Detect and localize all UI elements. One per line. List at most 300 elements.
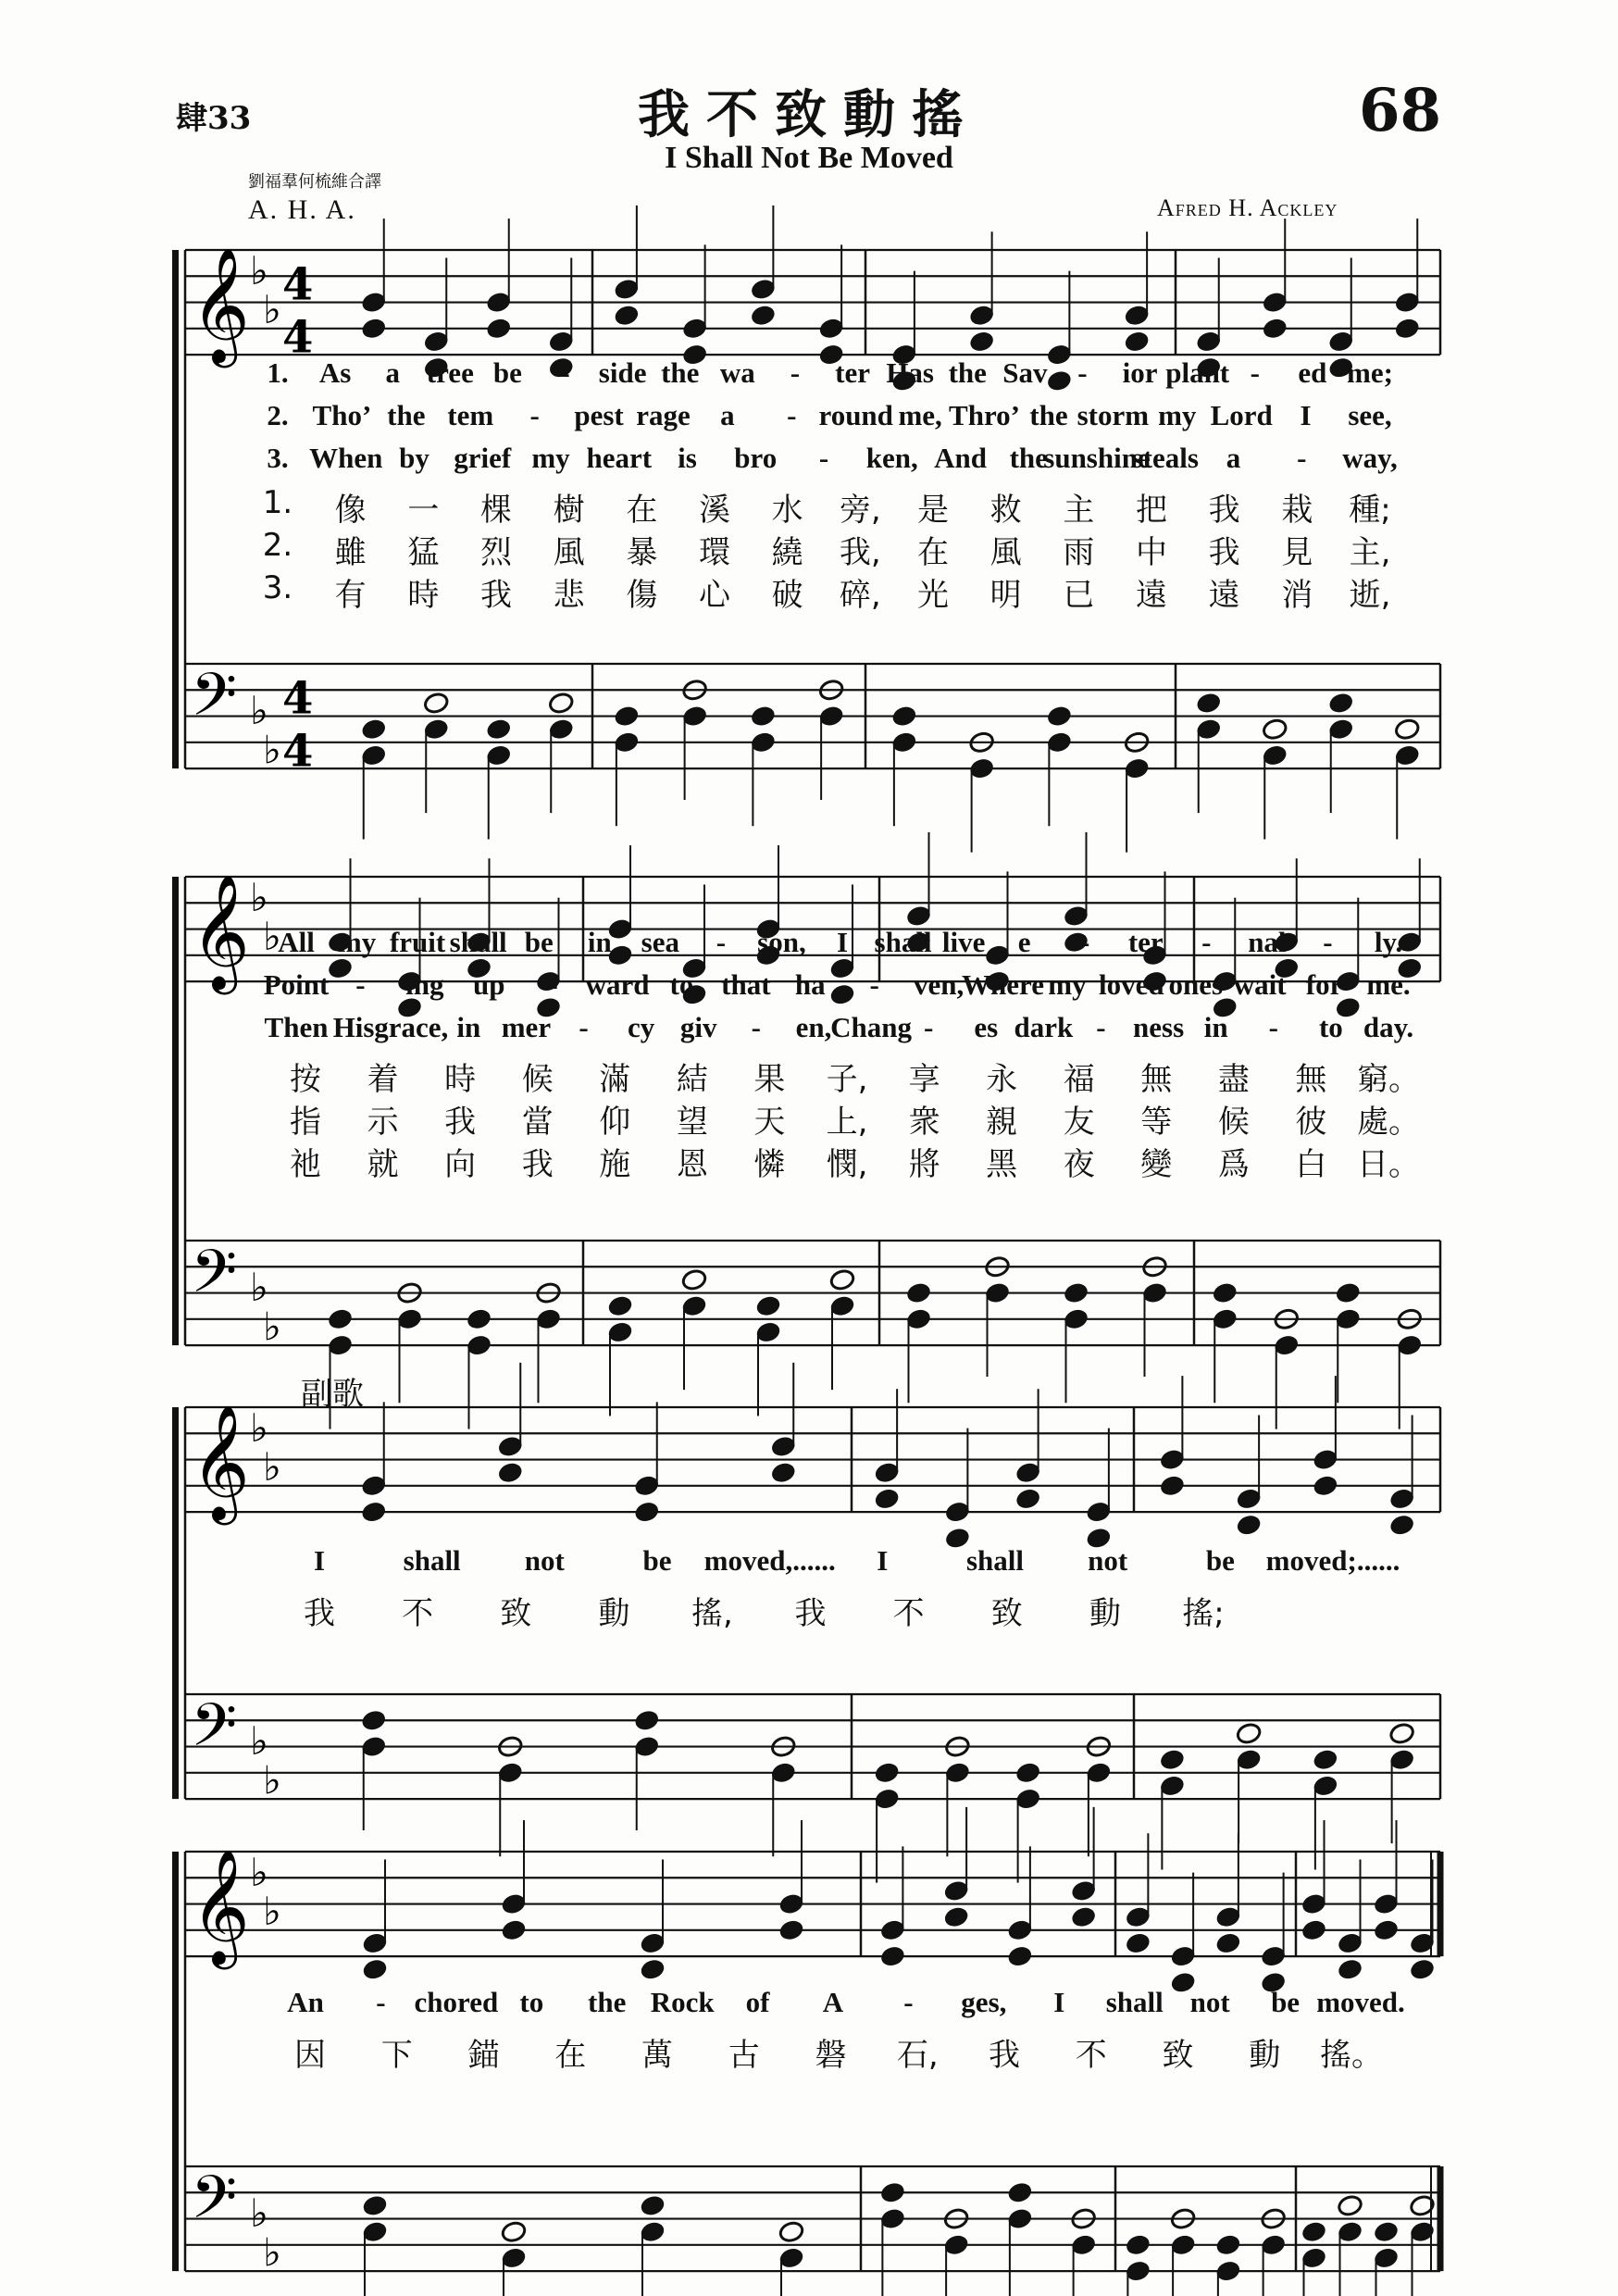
lyric-syllable: 友 — [1063, 1104, 1095, 1141]
notehead — [905, 1281, 932, 1304]
notehead — [1063, 1281, 1089, 1304]
lyric-syllable: - — [355, 968, 366, 1001]
lyric-syllable: - — [751, 1011, 761, 1043]
lyric-syllable: shall — [1105, 1986, 1164, 2018]
notehead — [614, 304, 641, 327]
lyric-syllable: Tho’ — [312, 399, 372, 431]
lyric-syllable: 錨 — [467, 2037, 500, 2074]
lyric-syllable: - — [560, 356, 570, 389]
notehead — [1301, 2220, 1327, 2243]
bass-staff — [185, 2163, 1440, 2296]
bass-clef: 𝄢 — [191, 2163, 238, 2247]
notehead — [633, 1501, 660, 1524]
flat-sign: ♭ — [250, 874, 268, 920]
lyric-syllable: e — [1017, 926, 1031, 958]
lyric-syllable: 環 — [699, 534, 730, 571]
lyric-syllable: - — [1077, 356, 1088, 389]
lyric-syllable: 像 — [334, 492, 367, 529]
lyric-syllable: 動 — [1089, 1595, 1121, 1632]
lyric-syllable: 棵 — [480, 492, 512, 529]
notehead — [778, 2220, 805, 2243]
lyric-syllable: live — [941, 926, 986, 958]
lyric-syllable: 處。 — [1357, 1104, 1420, 1141]
lyric-syllable: the — [1009, 442, 1048, 474]
lyric-syllable: 候 — [521, 1061, 554, 1098]
lyric-syllable: 爲 — [1217, 1146, 1250, 1183]
lyric-syllable: 風 — [553, 534, 585, 571]
lyric-syllable: 明 — [989, 577, 1022, 614]
notehead — [360, 1501, 387, 1524]
lyric-syllable: 3. — [267, 442, 289, 474]
lyric-syllable: Point — [263, 968, 330, 1001]
notehead — [874, 1487, 901, 1510]
lyric-syllable: 在 — [917, 534, 949, 571]
bass-staff — [185, 1694, 1440, 1883]
lyric-syllable: 向 — [444, 1146, 477, 1183]
lyric-syllable: 致 — [500, 1595, 532, 1632]
lyric-syllable: - — [903, 1986, 914, 2018]
lyric-syllable: 石, — [896, 2037, 939, 2074]
lyric-syllable: ven, — [913, 968, 965, 1001]
lyric-syllable: - — [529, 399, 540, 431]
notehead — [778, 1918, 805, 1941]
lyric-syllable: I — [1300, 399, 1312, 431]
notehead — [750, 304, 777, 327]
notehead — [879, 1945, 906, 1968]
lyric-syllable: 我 — [989, 2037, 1020, 2074]
notehead — [1394, 718, 1421, 741]
lyric-syllable: giv — [679, 1011, 717, 1043]
lyric-syllable: wa — [719, 356, 755, 389]
notehead — [874, 1761, 901, 1784]
lyric-syllable: 白 — [1295, 1146, 1327, 1183]
lyric-syllable: that — [721, 968, 771, 1001]
treble-clef: 𝄞 — [191, 247, 250, 364]
lyric-syllable: Sav — [1002, 356, 1048, 389]
lyric-syllable: is — [678, 442, 697, 474]
time-signature: 4 — [282, 672, 314, 725]
lyric-syllable: And — [934, 442, 987, 474]
flat-sign: ♭ — [250, 1265, 268, 1311]
lyric-syllable: - — [818, 442, 829, 474]
lyric-syllable: a — [385, 356, 400, 389]
lyric-syllable: day. — [1363, 1011, 1414, 1043]
lyric-syllable: - — [869, 968, 879, 1001]
lyric-syllable: 福 — [1063, 1061, 1095, 1098]
notehead — [501, 2220, 528, 2243]
lyric-syllable: 遠 — [1208, 577, 1240, 614]
lyric-syllable: wait — [1233, 968, 1287, 1001]
title-chinese: 我不致動搖 — [638, 84, 980, 145]
lyric-syllable: ing — [405, 968, 444, 1001]
lyric-syllable: 風 — [989, 534, 1022, 571]
lyric-syllable: A — [822, 1986, 844, 2018]
lyric-syllable: 萬 — [641, 2037, 673, 2074]
lyric-syllable: 恩 — [676, 1146, 708, 1183]
notehead — [1014, 1761, 1041, 1784]
lyric-syllable: 中 — [1136, 534, 1167, 571]
lyric-syllable: 指 — [290, 1104, 321, 1141]
notehead — [1212, 1281, 1238, 1304]
lyric-syllable: to — [519, 1986, 544, 2018]
lyric-syllable: grace, — [374, 1011, 449, 1043]
lyric-syllable: be — [492, 356, 522, 389]
lyric-syllable: - — [790, 356, 801, 389]
notehead — [1124, 330, 1151, 353]
notehead — [360, 1709, 387, 1732]
lyric-syllable: not — [1189, 1986, 1230, 2018]
notehead — [829, 1268, 856, 1292]
system-bracket — [172, 1407, 179, 1799]
notehead — [548, 692, 575, 715]
lyric-syllable: the — [1029, 399, 1068, 431]
lyric-syllable: 致 — [990, 1595, 1023, 1632]
system-bracket — [172, 877, 179, 1345]
lyric-syllable: 時 — [444, 1061, 477, 1098]
lyric-syllable: 按 — [290, 1061, 321, 1098]
lyric-syllable: Lord — [1210, 399, 1273, 431]
lyric-syllable: 溪 — [699, 492, 730, 529]
lyric-syllable: 結 — [676, 1061, 708, 1098]
lyric-syllable: 無 — [1295, 1061, 1327, 1098]
lyric-syllable: - — [1096, 1011, 1106, 1043]
treble-staff — [185, 1807, 1440, 1994]
lyric-syllable: way, — [1342, 442, 1398, 474]
lyric-syllable: - — [1250, 356, 1260, 389]
lyric-syllable: 破 — [771, 577, 803, 614]
lyric-syllable: 憫, — [826, 1146, 868, 1183]
lyric-syllable: to — [669, 968, 694, 1001]
lyric-syllable: ges, — [961, 1986, 1007, 2018]
lyric-syllable: As — [318, 356, 352, 389]
bass-clef: 𝄢 — [191, 1237, 238, 1321]
notehead — [1007, 2181, 1034, 2204]
lyric-syllable: 我 — [794, 1595, 827, 1632]
lyric-syllable: see, — [1348, 399, 1392, 431]
lyric-syllable: 一 — [407, 492, 440, 529]
lyric-syllable: me; — [1347, 356, 1393, 389]
lyric-syllable: 衆 — [908, 1104, 940, 1141]
lyric-syllable: tree — [426, 356, 474, 389]
lyric-syllable: 果 — [753, 1061, 786, 1098]
lyric-syllable: of — [745, 1986, 770, 2018]
lyric-syllable: ha — [794, 968, 826, 1001]
lyric-syllable: - — [1201, 926, 1212, 958]
lyric-syllable: by — [399, 442, 429, 474]
lyric-syllable: 我 — [521, 1146, 554, 1183]
lyric-syllable: 動 — [598, 1595, 630, 1632]
notehead — [1394, 317, 1421, 340]
notehead — [1373, 1918, 1400, 1941]
lyric-syllable: 永 — [986, 1061, 1018, 1098]
lyric-syllable: When — [309, 442, 383, 474]
arranger-initials: A. H. A. — [248, 194, 356, 225]
lyric-syllable: my — [1048, 968, 1087, 1001]
lyric-syllable: - — [1268, 1011, 1278, 1043]
lyric-syllable: 變 — [1140, 1146, 1173, 1183]
lyric-syllable: be — [1271, 1986, 1301, 2018]
notehead — [1337, 1958, 1363, 1981]
title-english: I Shall Not Be Moved — [665, 141, 953, 175]
lyric-syllable: the — [387, 399, 426, 431]
lyric-syllable: 見 — [1281, 534, 1313, 571]
lyric-syllable: the — [948, 356, 987, 389]
lyric-syllable: the — [588, 1986, 627, 2018]
composer-credit: Afred H. Ackley — [1157, 194, 1338, 221]
lyric-syllable: 已 — [1063, 577, 1095, 614]
bass-clef: 𝄢 — [191, 660, 238, 744]
lyric-syllable: 主, — [1349, 534, 1391, 571]
lyric-syllable: 盡 — [1217, 1061, 1250, 1098]
lyric-syllable: - — [923, 1011, 934, 1043]
notehead — [485, 317, 512, 340]
lyric-syllable: 雨 — [1063, 534, 1095, 571]
lyric-syllable: 消 — [1281, 577, 1313, 614]
lyric-syllable: dark — [1014, 1011, 1074, 1043]
refrain-label: 副歌 — [301, 1376, 364, 1413]
time-signature: 4 — [282, 311, 314, 364]
lyric-syllable: 子, — [826, 1061, 868, 1098]
lyric-syllable: 夜 — [1063, 1146, 1095, 1183]
notehead — [614, 705, 641, 728]
lyric-syllable: to — [1318, 1011, 1343, 1043]
flat-sign: ♭ — [263, 2229, 281, 2276]
lyric-syllable: 搖; — [1182, 1595, 1225, 1632]
flat-sign: ♭ — [263, 727, 281, 773]
notehead — [1301, 1918, 1327, 1941]
lyric-syllable: chored — [414, 1986, 499, 2018]
flat-sign: ♭ — [263, 914, 281, 960]
flat-sign: ♭ — [263, 1304, 281, 1350]
lyric-syllable: 上, — [826, 1104, 868, 1141]
lyric-syllable: 碎, — [839, 577, 881, 614]
lyric-syllable: in — [1203, 1011, 1228, 1043]
lyric-syllable: 繞 — [771, 534, 803, 571]
notehead — [1313, 1748, 1339, 1771]
lyric-syllable: I — [1053, 1986, 1065, 2018]
notehead — [1125, 1931, 1151, 1954]
lyric-syllable: 天 — [753, 1104, 786, 1141]
notehead — [607, 1294, 634, 1317]
bass-clef: 𝄢 — [191, 1691, 238, 1775]
lyric-syllable: - — [376, 1986, 386, 2018]
lyric-syllable: 無 — [1140, 1061, 1173, 1098]
lyric-syllable: 時 — [407, 577, 440, 614]
lyric-syllable: cy — [627, 1011, 655, 1043]
lyric-syllable: - — [1323, 926, 1333, 958]
flat-sign: ♭ — [263, 287, 281, 333]
lyric-syllable: shall — [874, 926, 932, 958]
bass-staff — [185, 664, 1440, 853]
notehead — [1215, 2233, 1242, 2256]
flat-sign: ♭ — [250, 247, 268, 293]
notehead — [327, 956, 354, 980]
lyric-syllable: 享 — [908, 1061, 940, 1098]
lyric-syllable: ken, — [865, 442, 918, 474]
lyric-syllable: a — [720, 399, 735, 431]
lyric-syllable: a — [1226, 442, 1241, 474]
bass-staff — [185, 1241, 1440, 1429]
hymn-number: 68 — [1359, 76, 1442, 145]
system-2 — [172, 832, 1440, 1429]
lyric-syllable: 栽 — [1281, 492, 1313, 529]
lyric-syllable: 滿 — [599, 1061, 631, 1098]
lyric-syllable: - — [1297, 442, 1307, 474]
lyric-syllable: pest — [574, 399, 624, 431]
lyric-syllable: Rock — [650, 1986, 715, 2018]
lyric-syllable: plant — [1165, 356, 1230, 389]
lyric-syllable: 搖。 — [1320, 2037, 1383, 2074]
notehead — [633, 1709, 660, 1732]
lyric-syllable: 我, — [839, 534, 881, 571]
lyric-syllable: shall — [965, 1544, 1025, 1577]
notehead — [1236, 1722, 1263, 1745]
time-signature: 4 — [282, 258, 314, 311]
lyric-syllable: 在 — [626, 492, 658, 529]
lyric-syllable: side — [598, 356, 647, 389]
lyric-syllable: bro — [734, 442, 778, 474]
lyric-syllable: 不 — [892, 1595, 925, 1632]
flat-sign: ♭ — [263, 1444, 281, 1491]
notehead — [1125, 2233, 1151, 2256]
lyric-syllable: 致 — [1162, 2037, 1194, 2074]
notehead — [423, 692, 450, 715]
lyric-syllable: 彼 — [1295, 1104, 1327, 1141]
notehead — [497, 1461, 524, 1484]
lyric-syllable: All — [278, 926, 315, 958]
notehead — [943, 1905, 970, 1928]
lyric-syllable: grief — [454, 442, 512, 474]
system-bracket — [172, 250, 179, 768]
notehead — [968, 330, 995, 353]
notehead — [1195, 692, 1222, 715]
lyric-syllable: 烈 — [480, 534, 512, 571]
lyric-syllable: 候 — [1217, 1104, 1250, 1141]
notehead — [1046, 369, 1073, 393]
lyric-syllable: 在 — [554, 2037, 587, 2074]
lyric-syllable: - — [716, 926, 727, 958]
notehead — [360, 317, 387, 340]
lyric-syllable: up — [472, 968, 505, 1001]
notehead — [1159, 1474, 1186, 1497]
notehead — [1014, 1487, 1041, 1510]
lyric-syllable: Chang — [830, 1011, 912, 1043]
lyric-syllable: round — [818, 399, 893, 431]
notehead — [466, 1307, 492, 1330]
lyric-syllable: ter — [835, 356, 870, 389]
lyric-syllable: the — [661, 356, 700, 389]
lyric-syllable: 傷 — [626, 577, 658, 614]
lyric-syllable: 遠 — [1136, 577, 1167, 614]
notehead — [750, 705, 777, 728]
lyric-syllable: 磐 — [815, 2037, 847, 2074]
notehead — [1313, 1474, 1339, 1497]
lyric-syllable: in — [456, 1011, 481, 1043]
lyric-syllable: - — [548, 968, 558, 1001]
lyric-syllable: 祂 — [290, 1146, 321, 1183]
notehead — [360, 718, 387, 741]
system-bracket — [172, 1852, 179, 2271]
notehead — [1262, 718, 1288, 741]
lyric-syllable: tem — [447, 399, 494, 431]
lyric-syllable: ter — [1127, 926, 1164, 958]
lyric-syllable: 光 — [917, 577, 949, 614]
lyric-syllable: 我 — [304, 1595, 335, 1632]
notehead — [1070, 1905, 1097, 1928]
hymn-code: 肆33 — [176, 100, 252, 137]
lyric-syllable: me. — [1366, 968, 1411, 1001]
lyric-syllable: 動 — [1249, 2037, 1281, 2074]
lyric-syllable: 水 — [771, 492, 803, 529]
lyric-syllable: 猛 — [407, 534, 440, 571]
lyric-syllable: 不 — [402, 1595, 434, 1632]
lyric-syllable: heart — [586, 442, 653, 474]
lyric-syllable: Then — [264, 1011, 329, 1043]
lyric-syllable: 我 — [444, 1104, 477, 1141]
notehead — [1327, 692, 1354, 715]
lyric-syllable: ior — [1122, 356, 1158, 389]
notehead — [1388, 1514, 1415, 1537]
notehead — [1046, 705, 1073, 728]
lyric-syllable: storm — [1077, 399, 1150, 431]
lyric-syllable: Thro’ — [949, 399, 1020, 431]
lyric-syllable: 1. — [267, 356, 289, 389]
lyric-syllable: ones — [1168, 968, 1224, 1001]
flat-sign: ♭ — [250, 2190, 268, 2237]
notehead — [501, 1918, 528, 1941]
lyric-syllable: my — [337, 926, 377, 958]
translators: 劉福羣何梳維合譯 — [248, 172, 381, 192]
lyric-syllable: - — [1080, 926, 1090, 958]
flat-sign: ♭ — [250, 688, 268, 734]
flat-sign: ♭ — [250, 1404, 268, 1451]
lyric-syllable: 因 — [294, 2037, 326, 2074]
lyric-syllable: 將 — [908, 1146, 940, 1183]
notehead — [327, 1307, 354, 1330]
notehead — [1215, 1931, 1242, 1954]
lyric-syllable: 我 — [480, 577, 512, 614]
lyric-syllable: 是 — [917, 492, 949, 529]
lyric-syllable: 暴 — [626, 534, 658, 571]
lyric-syllable: be — [1205, 1544, 1235, 1577]
flat-sign: ♭ — [250, 1718, 268, 1765]
notehead — [1409, 1958, 1436, 1981]
lyric-syllable: me, — [898, 399, 942, 431]
lyric-syllable: His — [332, 1011, 375, 1043]
lyric-syllable: en, — [795, 1011, 832, 1043]
lyric-syllable: ly. — [1374, 926, 1403, 958]
flat-sign: ♭ — [263, 1757, 281, 1803]
treble-clef: 𝄞 — [191, 1404, 250, 1521]
lyric-syllable: my — [531, 442, 570, 474]
lyric-syllable: 仰 — [599, 1104, 631, 1141]
lyric-syllable: be — [524, 926, 554, 958]
notehead — [1007, 1945, 1034, 1968]
notehead — [770, 1461, 797, 1484]
lyric-syllable: shall — [449, 926, 507, 958]
lyric-syllable: - — [787, 399, 797, 431]
lyric-syllable: 黑 — [986, 1146, 1018, 1183]
lyric-syllable: I — [313, 1544, 326, 1577]
lyric-syllable: 我 — [1208, 492, 1240, 529]
lyric-syllable: 心 — [699, 577, 730, 614]
lyric-syllable: - — [579, 1011, 589, 1043]
lyric-syllable: 不 — [1075, 2037, 1107, 2074]
lyric-syllable: moved,...... — [703, 1544, 836, 1577]
lyric-syllable: 古 — [728, 2037, 760, 2074]
lyric-syllable: 把 — [1136, 492, 1167, 529]
lyric-syllable: 憐 — [753, 1146, 786, 1183]
